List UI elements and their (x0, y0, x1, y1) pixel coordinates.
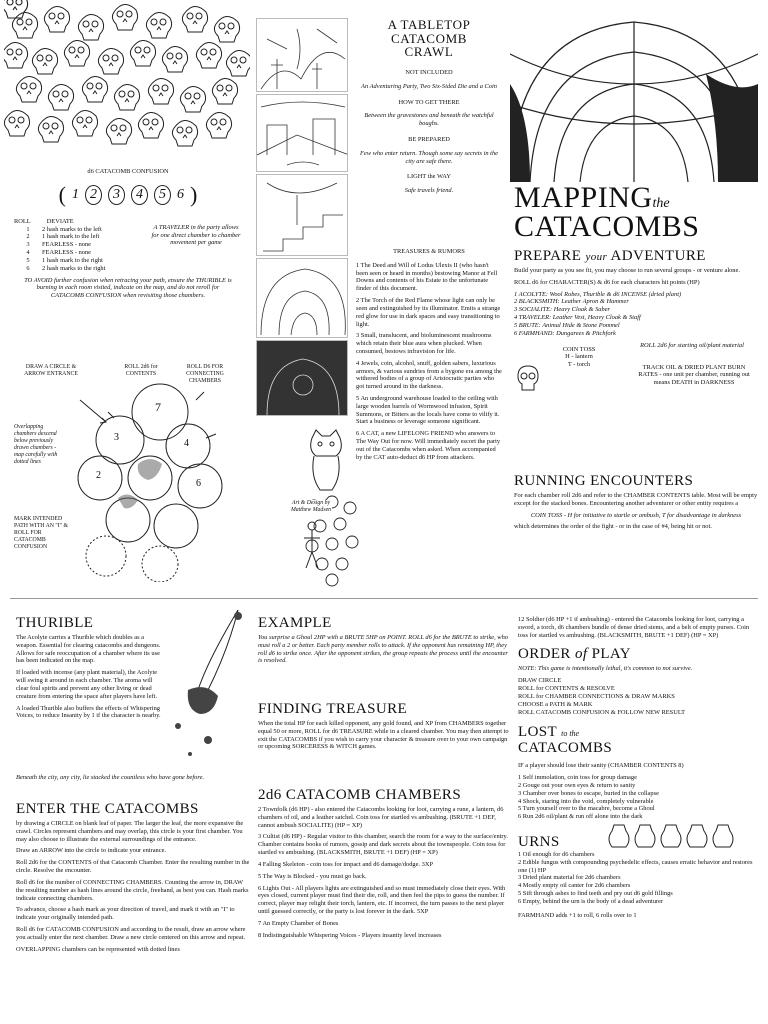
between-text: Between the gravestones and beneath the watchful boughs. (364, 112, 494, 128)
coin-toss-block (544, 346, 614, 369)
encounters-heading: RUNNING ENCOUNTERS (514, 473, 694, 489)
lost-list (518, 774, 758, 821)
confusion-row (14, 265, 144, 273)
character-option: 3 SOCIALITE: Heavy Cloak & Saber (514, 306, 611, 314)
treasures-section (356, 248, 502, 466)
confusion-title: d6 CATACOMB CONFUSION (87, 168, 169, 175)
enter-p3: Roll 2d6 for the CONTENTS of that Catacomb Chamber. Enter the resulting number in the circle. Resolve the encounter. (16, 859, 250, 875)
roll-chars-text: ROLL d6 for CHARACTER(S) & d6 for each characters hit points (HP) (514, 278, 700, 286)
chambers-heading: 2d6 CATACOMB CHAMBERS (258, 787, 462, 803)
diagram-number: 4 (184, 438, 189, 449)
finding-text: When the total HP for each killed opponent, any gold found, and XP from CHAMBERS together equal 50 or more, ROLL for d6 TREASURE while in a cleared chamber. You may then attempt to exit the CATACOMBS if you wish to carry your character & treasure over to your own campaign or upcoming SORCERESS & WITCH games. (258, 720, 509, 751)
chamber-diagram (10, 360, 246, 582)
track-burn-text: TRACK OIL & DRIED PLANT BURN RATES - one unit per chamber, running out means DEATH in DARKNESS (638, 363, 750, 387)
lost-note: IF a player should lose their sanity (CHAMBER CONTENTS 8) (518, 762, 684, 770)
label-mark-path: MARK INTENDED PATH WITH AN "I" & ROLL FOR CATACOMB CONFUSION (14, 516, 69, 550)
encounters-section (514, 470, 758, 531)
encounters-p2: which determines the order of the fight - or in the case of #4, being hit or not. (514, 523, 712, 531)
deviate-value: 2 hash marks to the left (42, 225, 102, 233)
treasures-title: TREASURES & RUMORS (393, 248, 465, 255)
dice-digit: 6 (177, 186, 184, 202)
sketch-panel-graveyard (256, 18, 348, 92)
dice-digit: 1 (72, 186, 79, 202)
chamber-item: 6 Lights Out - All players lights are extinguished and so must immediately close their eyes. With eyes closed, current player must find their die, roll, and then feel the pips to guess the number. If correct, player may relight their torch, lantern, etc. If incorrect, the turn passes to the next player until guessed correctly, or the party is lost forever in the dark. 5XP (258, 884, 506, 915)
confusion-table (14, 226, 144, 273)
diagram-number: 7 (155, 400, 161, 414)
roll-header: ROLL (14, 217, 31, 225)
treasure-item: 6 A CAT, a new LIFELONG FRIEND who answers to The Way Out for now. Will immediately escort the party out of the Catacombs when asked. When accompanied by the CAT auto-deduct d6 HP from attackers. (356, 430, 501, 461)
traveler-note: A TRAVELER in the party allows for one direct chamber to chamber movement per game (151, 223, 241, 247)
order-note: NOTE: This game is intentionally lethal, it's common to not survive. (518, 665, 693, 673)
skull-pile-illustration (4, 0, 250, 160)
urns-illustration (606, 821, 756, 849)
intro-section (356, 18, 502, 195)
order-steps (518, 677, 758, 716)
order-step: ROLL for CHAMBER CONNECTIONS & DRAW MARKS (518, 692, 675, 700)
chamber-item: 8 Indistinguishable Whispering Voices - Players insanity level increases (258, 931, 442, 939)
urns-list (518, 851, 758, 906)
dice-digit: 3 (108, 185, 125, 205)
dice-digit: 4 (131, 185, 148, 205)
chamber-item: 4 Falling Skeleton - coin toss for impact and d6 damage/dodge. 3XP (258, 860, 434, 868)
enter-p5: To advance, choose a hash mark as your direction of travel, and mark it with an "I" to indicate your originally intended path. (16, 906, 235, 922)
how-to-label: HOW TO GET THERE (398, 98, 460, 106)
character-option: 1 ACOLYTE: Wool Robes, Thurible & d6 INCENSE (dried plant) (514, 290, 682, 298)
treasure-item: 5 An underground warehouse loaded to the ceiling with large wooden barrels of Wormwood infusion, Spirit Summons, or Bitters as the locals have come to vilify it. Start a business or leverage someone significant. (356, 395, 500, 426)
plant-roll-text: ROLL 2d6 for starting oil/plant material (640, 341, 744, 349)
finding-heading: FINDING TREASURE (258, 701, 408, 717)
chamber-list (258, 806, 510, 939)
farmhand-note: FARMHAND adds +1 to roll, 6 rolls over to 1 (518, 911, 637, 919)
urns-heading: URNS (518, 834, 560, 850)
thurible-illustration (168, 606, 250, 774)
label-draw-circle: DRAW A CIRCLE & ARROW ENTRANCE (24, 364, 78, 377)
chamber-item: 7 An Empty Chamber of Bones (258, 919, 339, 927)
soldier-text: 12 Soldier (d6 HP +1 if ambushing) - entered the Catacombs looking for loot, carrying a sword, a torch, d6 chambers bundle of dense dried stems, and a belt of empty purses. Coin toss for startled vs ambushing. (BLACKSMITH, BRUTE +1 DEF) (HP = XP) (518, 616, 750, 639)
treasure-list (356, 262, 502, 462)
treasure-item: 1 The Deed and Will of Lodus Ulexis II (who hasn't been seen or heard in months) bestowing Manor at Fell Downs and contents of his Estate to the unfortunate finder of this document. (356, 261, 498, 293)
enter-p4: Roll d6 for the number of CONNECTING CHAMBERS. Counting the arrow in, DRAW the resulting number as hash lines around the circle, freehand, as best you can. Hash marks indicate connecting chambers. (16, 878, 249, 902)
art-credit: Art & Design by Matthew Madsen (290, 500, 332, 513)
party-text: An Adventuring Party, Two Six-Sided Die and a Coin (361, 82, 497, 90)
sketch-panel-street (256, 94, 348, 172)
chamber-item: 5 The Way is Blocked - you must go back. (258, 872, 367, 880)
character-option: 4 TRAVELER: Leather Vest, Heavy Cloak & Staff (514, 314, 641, 322)
lost-item: 4 Shock, staring into the void, completely vulnerable (518, 797, 654, 805)
thurible-p2: If loaded with incense (any plant material), the Acolyte will swing it around in each chamber. The aroma will clear foul spirits and prevent any other living or dead creature from entering the space after players have left. (16, 669, 158, 700)
few-who-text: Few who enter return. Though some say secrets in the city are safe there. (360, 149, 498, 165)
not-included-label: NOT INCLUDED (405, 68, 453, 76)
example-section (258, 612, 510, 665)
chamber-item: 2 Townfolk (d6 HP) - also entered the Catacombs looking for loot, carrying a rune, a lantern, d6 chambers of oil, and a leather satchel. Coin toss for startled vs ambushing. (BRUTE +1 DEF, cannot ambush SOCIALITE) (HP = XP) (258, 806, 504, 829)
confusion-row (14, 226, 144, 234)
coin-toss-title: COIN TOSS (562, 345, 596, 353)
safe-travels-text: Safe travels friend. (404, 187, 454, 195)
deviate-value: 2 hash marks to the right (42, 264, 106, 272)
finding-section (258, 698, 510, 751)
label-overlapping: Overlapping chambers descend below previously drawn chambers - map carefully with dotted lines (14, 424, 58, 465)
label-roll-contents: ROLL 2d6 for CONTENTS (124, 364, 158, 377)
enter-p2: Draw an ARROW into the circle to indicate your entrance. (16, 847, 167, 855)
encounters-coin: COIN TOSS - H for initiative to startle or ambush, T for disadvantage in darkness (530, 511, 742, 519)
order-step: DRAW CIRCLE (518, 677, 562, 685)
chamber-circles (10, 360, 246, 582)
order-heading: ORDER of PLAY (518, 646, 632, 663)
order-step: CHOOSE a PATH & MARK (518, 700, 593, 708)
prepare-heading: PREPARE your ADVENTURE (514, 248, 706, 264)
mapping-title: MAPPINGthe CATACOMBS (514, 181, 700, 243)
encounters-p1: For each chamber roll 2d6 and refer to the CHAMBER CONTENTS table. Most will be empty except for the stacked bones. Encountering another adventurer or other entity requires a (514, 492, 758, 507)
lost-item: 5 Turn yourself over to the macabre, become a Ghoul (518, 805, 655, 813)
thurible-heading: THURIBLE (16, 615, 94, 631)
be-prepared-label: BE PREPARED (408, 135, 450, 143)
build-text: Build your party as you see fit, you may choose to run several groups - or venture alone. (514, 267, 740, 274)
sketch-panel-tunnel (256, 258, 348, 338)
label-connecting: ROLL D6 FOR CONNECTING CHAMBERS (186, 364, 224, 384)
roll-value: 2 (26, 233, 30, 241)
urn-item: 3 Dried plant material for 2d6 chambers (518, 874, 621, 882)
figure-with-staff-illustration (300, 520, 324, 572)
intro-title: A TABLETOP CATACOMB CRAWL (387, 17, 471, 60)
enter-p7: OVERLAPPING chambers can be represented with dotted lines (16, 945, 180, 953)
mapping-section (514, 181, 758, 408)
confusion-section (14, 168, 242, 300)
thurible-quote: Beneath the city, any city, lie stacked the countless who have gone before. (16, 774, 205, 781)
urn-item: 4 Mostly empty oil canter for 2d6 chambers (518, 882, 631, 890)
lost-item: 2 Gouge out your own eyes & return to sanity (518, 781, 636, 789)
lost-item: 1 Self immolation, coin toss for group damage (518, 774, 637, 782)
example-text: You surprise a Ghoul 2HP with a BRUTE 5HP on POINT. ROLL d6 for the BRUTE to strike, who must roll a 2 or better. Each party member rolls to attack. If the opponent has remaining HP, they roll d6 to strike once. After the opponent strikes, the group repeats the process until the encounter is resolved. (258, 634, 508, 665)
coin-toss-heads: H - lantern (565, 353, 593, 361)
roll-value: 1 (26, 225, 30, 233)
sketch-panel-dark-chamber (256, 340, 348, 416)
enter-heading: ENTER THE CATACOMBS (16, 801, 199, 817)
dice-digit: 2 (85, 185, 102, 205)
roll-value: 5 (26, 256, 30, 264)
confusion-row (14, 249, 144, 257)
chambers-section (258, 784, 510, 943)
character-list (514, 291, 758, 338)
roll-value: 3 (26, 241, 30, 249)
diagram-number: 6 (196, 478, 201, 489)
enter-p1: by drawing a CIRCLE on blank leaf of paper. The larger the leaf, the more expansive the crawl. Circles represent chambers and may overlap, this circle is your first chamber. You may also choose to illustrate the external surroundings of the entrance. (16, 820, 244, 843)
urn-item: 5 Sift through ashes to find teeth and pry out d6 gold fillings (518, 890, 673, 898)
example-heading: EXAMPLE (258, 615, 332, 631)
lost-item: 6 Run 2d6 oil/plant & run off alone into the dark (518, 813, 643, 821)
light-label: LIGHT the WAY (407, 173, 451, 181)
enter-p6: Roll d6 for CATACOMB CONFUSION and according to the result, draw an arrow where you actually enter the next chamber. Draw a new circle centered on this arrow and repeat. (16, 925, 246, 941)
cat-illustration (300, 428, 350, 492)
urn-item: 1 Oil enough for d6 chambers (518, 851, 595, 858)
treasure-item: 4 Jewels, coin, alcohol, snuff, golden sabers, luxurious armors, & various sundries from a bygone era among the withered bodies of a group of Aristocratic parties who got turned around in the darkness. (356, 359, 502, 391)
skull-icon (514, 364, 542, 396)
character-option: 6 FARMHAND: Dungarees & Pitchfork (514, 329, 616, 337)
diagram-number: 2 (96, 470, 101, 481)
sketch-panel-stairs (256, 174, 348, 256)
urn-item: 2 Edible fungus with compounding psychedelic effects, causes erratic behavior and restores one (1) HP (518, 858, 753, 874)
roll-value: 6 (26, 264, 30, 272)
confusion-row (14, 233, 144, 241)
right-bottom-section (518, 616, 758, 920)
diagram-number: 3 (114, 432, 119, 443)
order-step: ROLL CATACOMB CONFUSION & FOLLOW NEW RESULT (518, 708, 686, 716)
character-option: 2 BLACKSMITH: Leather Apron & Hammer (514, 298, 629, 306)
section-divider (10, 598, 758, 599)
lost-heading: LOST to the CATACOMBS (518, 724, 613, 757)
deviate-header: DEVIATE (46, 217, 74, 225)
confusion-row (14, 257, 144, 265)
avoid-note: TO AVOID further confusion when retracing your path, ensure the THURIBLE is burning in each room visited, indicate on the map, and do not reroll for CATACOMB CONFUSION when revisiting those chambers. (24, 276, 232, 300)
lost-item: 3 Chamber over bones to escape, buried in the collapse (518, 789, 659, 797)
order-step: ROLL for CONTENTS & RESOLVE (518, 685, 615, 693)
vaulted-catacomb-illustration (510, 14, 758, 182)
dice-digit: 5 (154, 185, 171, 205)
treasure-item: 3 Small, translucent, and bioluminescent mushrooms which retain their blue aura when plucked. When consumed, bestows infravision for life. (356, 332, 492, 355)
deviate-value: FEARLESS - none (42, 249, 91, 257)
confusion-row (14, 241, 144, 249)
deviate-value: 1 hash mark to the left (42, 233, 100, 241)
thurible-p3: A loaded Thurible also buffers the effects of Whispering Voices, to reduce Insanity by 1 if the character is nearby. (16, 704, 161, 720)
coin-toss-tails: T - torch (567, 361, 591, 369)
deviate-value: FEARLESS - none (42, 241, 91, 249)
chamber-item: 3 Cultist (d6 HP) - Regular visitor to this chamber, search the room for a way to the surface/entry. Chamber contains books of rumors, gossip and dark secrets about the townspeople. Coin toss for startled vs ambushing. (BLACKSMITH, BRUTE +1 DEF) (HP = XP) (258, 833, 508, 857)
dice-sequence: ( 1 2 3 4 5 6 ) (58, 181, 198, 207)
thurible-section (16, 612, 166, 724)
roll-value: 4 (26, 249, 30, 257)
treasure-item: 2 The Torch of the Red Flame whose light can only be seen and extinguished by its illuminator. Emits a strange red glow for use in dark spaces and easy transitioning to light. (356, 297, 501, 328)
deviate-value: 1 hash mark to the right (42, 256, 103, 264)
urn-item: 6 Empty, behind the urn is the body of a dead adventurer (518, 897, 664, 905)
character-option: 5 BRUTE: Animal Hide & Stone Pommel (514, 321, 620, 329)
thurible-p1: The Acolyte carries a Thurible which doubles as a weapon. Essential for clearing catacombs and dungeons. Allows for safe reoccupation of a chamber where its use has been indicated on the map. (16, 634, 161, 665)
enter-section (16, 798, 252, 953)
